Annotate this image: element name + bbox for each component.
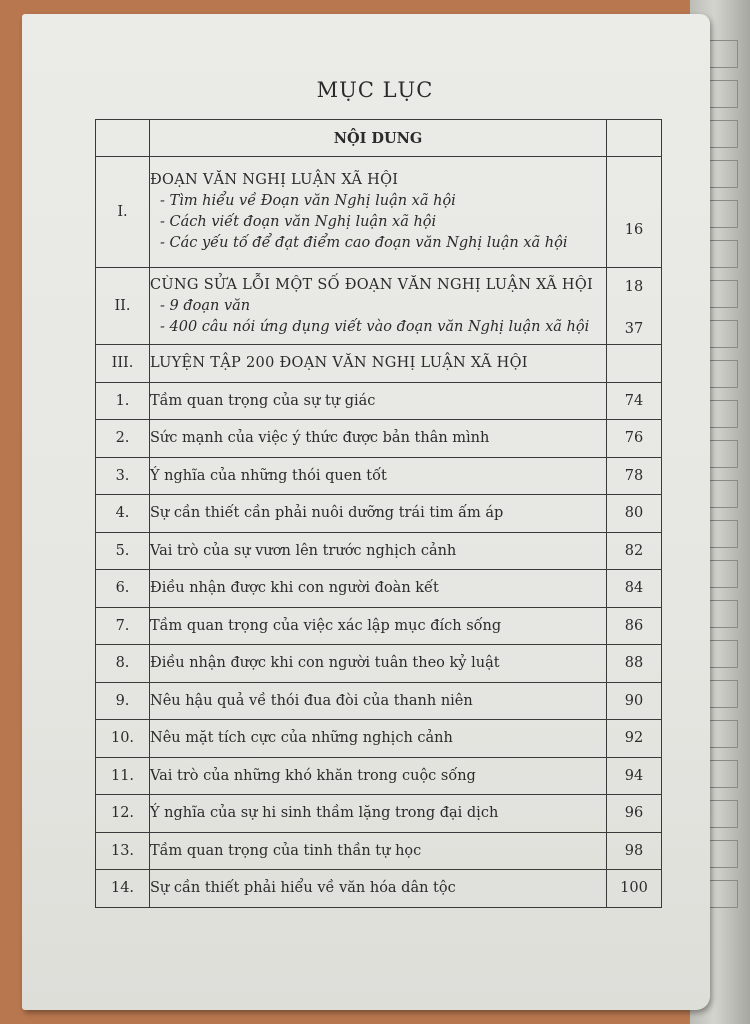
row-text: Tầm quan trọng của sự tự giác [150, 382, 607, 420]
section-item: - Tìm hiểu về Đoạn văn Nghị luận xã hội [160, 193, 456, 209]
row-num: 3. [96, 457, 150, 495]
table-row [96, 457, 662, 495]
row-num: 14. [96, 870, 150, 908]
row-text: Điều nhận được khi con người đoàn kết [150, 570, 607, 608]
section-item: - 400 câu nói ứng dụng viết vào đoạn văn Nghị luận xã hội [160, 318, 590, 335]
section-row-3 [96, 345, 662, 383]
page-number: 86 [607, 607, 662, 645]
row-num: 12. [96, 795, 150, 833]
table-row [96, 720, 662, 758]
row-num: 1. [96, 382, 150, 420]
header-content: NỘI DUNG [150, 120, 607, 157]
page-number: 84 [607, 570, 662, 608]
row-text: Vai trò của những khó khăn trong cuộc sống [150, 757, 607, 795]
section-num: III. [96, 345, 150, 383]
table-row [96, 870, 662, 908]
section-item: - Cách viết đoạn văn Nghị luận xã hội [160, 214, 437, 230]
table-row [96, 495, 662, 533]
row-num: 13. [96, 832, 150, 870]
row-text: Tầm quan trọng của tinh thần tự học [150, 832, 607, 870]
page-number: 37 [624, 320, 644, 337]
section-pages [607, 268, 662, 345]
page-number: 92 [607, 720, 662, 758]
section-title: LUYỆN TẬP 200 ĐOẠN VĂN NGHỊ LUẬN XÃ HỘI [150, 345, 607, 383]
page-number: 80 [607, 495, 662, 533]
row-text: Sự cần thiết phải hiểu về văn hóa dân tộc [150, 870, 607, 908]
row-num: 11. [96, 757, 150, 795]
section-title: CÙNG SỬA LỖI MỘT SỐ ĐOẠN VĂN NGHỊ LUẬN XÃ HỘI [150, 276, 594, 293]
section-num: II. [96, 268, 150, 345]
page-number: 74 [607, 382, 662, 420]
row-text: Sự cần thiết cần phải nuôi dưỡng trái tim ấm áp [150, 495, 607, 533]
row-text: Ý nghĩa của những thói quen tốt [150, 457, 607, 495]
section-pages [607, 157, 662, 268]
page-number: 88 [607, 645, 662, 683]
section-item: - Các yếu tố để đạt điểm cao đoạn văn Nghị luận xã hội [160, 235, 568, 251]
row-text: Sức mạnh của việc ý thức được bản thân mình [150, 420, 607, 458]
header-page [607, 120, 662, 157]
row-text: Ý nghĩa của sự hi sinh thầm lặng trong đại dịch [150, 795, 607, 833]
row-num: 9. [96, 682, 150, 720]
section-title: ĐOẠN VĂN NGHỊ LUẬN XÃ HỘI [150, 172, 399, 188]
table-row [96, 645, 662, 683]
page-number: 18 [624, 278, 644, 295]
table-row [96, 382, 662, 420]
row-num: 4. [96, 495, 150, 533]
row-num: 6. [96, 570, 150, 608]
table-row [96, 757, 662, 795]
page-number: 94 [607, 757, 662, 795]
page-number: 16 [624, 222, 644, 238]
section-row-2 [96, 268, 662, 345]
page-number: 96 [607, 795, 662, 833]
section-content [150, 157, 607, 268]
table-row [96, 570, 662, 608]
row-text: Vai trò của sự vươn lên trước nghịch cảnh [150, 532, 607, 570]
row-num: 10. [96, 720, 150, 758]
page-number: 82 [607, 532, 662, 570]
table-row [96, 832, 662, 870]
page-number: 76 [607, 420, 662, 458]
section-content [150, 268, 607, 345]
row-text: Tầm quan trọng của việc xác lập mục đích sống [150, 607, 607, 645]
row-num: 2. [96, 420, 150, 458]
table-row [96, 420, 662, 458]
row-num: 7. [96, 607, 150, 645]
header-row [96, 120, 662, 157]
row-num: 5. [96, 532, 150, 570]
page-number: 90 [607, 682, 662, 720]
page-number: 78 [607, 457, 662, 495]
section-num: I. [96, 157, 150, 268]
page-title: MỤC LỤC [316, 78, 434, 102]
row-num: 8. [96, 645, 150, 683]
section-item: - 9 đoạn văn [160, 297, 251, 314]
page-number [607, 345, 662, 383]
table-row [96, 682, 662, 720]
table-of-contents [95, 119, 662, 908]
table-row [96, 532, 662, 570]
row-text: Nêu mặt tích cực của những nghịch cảnh [150, 720, 607, 758]
header-num [96, 120, 150, 157]
table-row [96, 795, 662, 833]
row-text: Nêu hậu quả về thói đua đòi của thanh niên [150, 682, 607, 720]
section-row-1 [96, 157, 662, 268]
row-text: Điều nhận được khi con người tuân theo kỷ luật [150, 645, 607, 683]
table-row [96, 607, 662, 645]
page-number: 100 [607, 870, 662, 908]
page-number: 98 [607, 832, 662, 870]
